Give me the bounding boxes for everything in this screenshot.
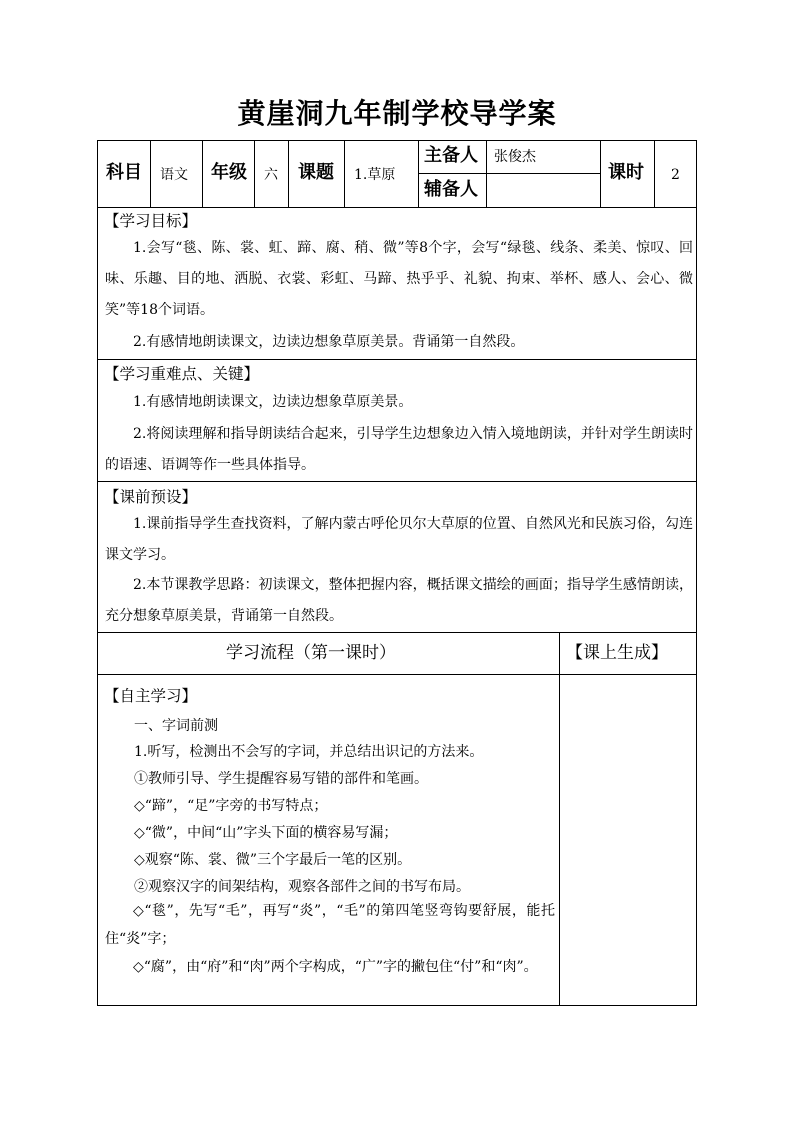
goals-item-1: 1.会写“毯、陈、裳、虹、蹄、腐、稍、微”等8个字，会写“绿毯、线条、柔美、惊叹、回味、乐趣、目的地、洒脱、衣裳、彩虹、马蹄、热乎乎、礼貌、拘束、举杯、感人、会心、微笑”等18个词语。 <box>105 240 693 318</box>
goals-item-2: 2.有感情地朗读课文，边读边想象草原美景。背诵第一自然段。 <box>133 334 525 350</box>
grade-label: 年级 <box>211 162 247 183</box>
period-label: 课时 <box>608 162 644 183</box>
flow-line-8: ◇“腐”，由“府”和“肉”两个字构成，“广”字的撇包住“付”和“肉”。 <box>133 959 538 975</box>
flow-line-2: ①教师引导、学生提醒容易写错的部件和笔画。 <box>134 771 428 787</box>
flow-line-3: ◇“蹄”，“足”字旁的书写特点； <box>134 798 328 814</box>
assistant-label: 辅备人 <box>424 179 478 200</box>
word-pretest-heading: 一、字词前测 <box>134 718 218 734</box>
flow-line-1: 1.听写，检测出不会写的字词，并总结出识记的方法来。 <box>134 744 484 760</box>
flow-line-5: ◇观察“陈、裳、微”三个字最后一笔的区别。 <box>134 852 412 868</box>
lesson-plan-table <box>97 140 697 1006</box>
prep-item-1: 1.课前指导学生查找资料，了解内蒙古呼伦贝尔大草原的位置、自然风光和民族习俗，勾连课文学习。 <box>105 516 693 563</box>
flow-line-4: ◇“微”，中间“山”字头下面的横容易写漏； <box>134 825 398 841</box>
keypoints-item-1: 1.有感情地朗读课文，边读边想象草原美景。 <box>133 394 413 410</box>
flow-left-heading: 学习流程（第一课时） <box>226 643 396 663</box>
prep-heading: 【课前预设】 <box>104 488 198 506</box>
document-title: 黄崖洞九年制学校导学案 <box>237 97 557 130</box>
grade-value: 六 <box>264 167 278 183</box>
prep-item-2: 2.本节课教学思路：初读课文，整体把握内容，概括课文描绘的画面；指导学生感情朗读，充分想象草原美景，背诵第一自然段。 <box>105 577 693 624</box>
self-study-heading: 【自主学习】 <box>104 687 198 705</box>
preparer-label: 主备人 <box>424 145 478 166</box>
flow-line-7: ◇“毯”，先写“毛”，再写“炎”，“毛”的第四笔竖弯钩要舒展，能托住“炎”字； <box>105 903 555 947</box>
subject-value: 语文 <box>160 167 188 183</box>
keypoints-item-2: 2.将阅读理解和指导朗读结合起来，引导学生边想象边入情入境地朗读，并针对学生朗读时的语速、语调等作一些具体指导。 <box>105 426 693 473</box>
keypoints-heading: 【学习重难点、关键】 <box>104 365 260 383</box>
goals-heading: 【学习目标】 <box>104 212 198 230</box>
preparer-value: 张俊杰 <box>494 149 536 165</box>
flow-line-6: ②观察汉字的间架结构，观察各部件之间的书写布局。 <box>134 879 470 895</box>
lesson-label: 课题 <box>298 162 334 183</box>
lesson-value: 1.草原 <box>354 167 396 183</box>
subject-label: 科目 <box>106 162 142 183</box>
flow-right-heading: 【课上生成】 <box>566 643 668 663</box>
period-value: 2 <box>671 167 680 183</box>
